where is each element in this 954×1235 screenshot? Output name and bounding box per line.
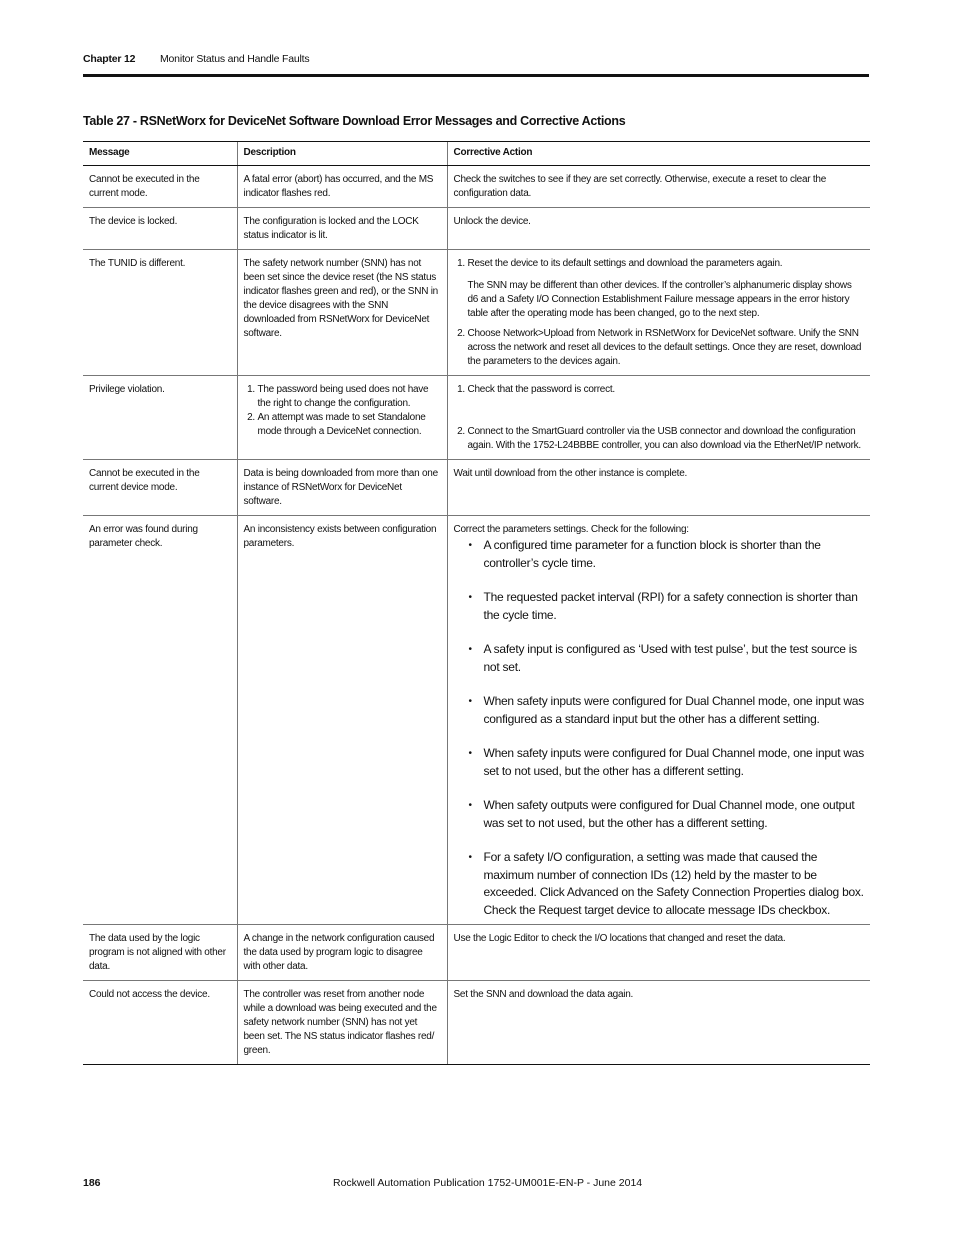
description-cell: The safety network number (SNN) has not been set since the device reset (the NS status indicator flashes green and red), or the SNN in the device disagrees with the SNN downloaded from RSNetWorx for DeviceNet software. [237,250,447,376]
action-cell: Set the SNN and download the data again. [447,981,870,1065]
action-step: 1. Check that the password is correct. [468,383,865,397]
table-row [83,981,870,1065]
bullet-icon: • [468,748,472,759]
check-item: • For a safety I/O configuration, a setting was made that caused the maximum number of connection IDs (12) held by the master to be exceeded. Click Advanced on the Safety Connection Properties dialog box. Check the Request target device to allocate message IDs checkbox. [468,850,864,917]
description-step: 2. An attempt was made to set Standalone mode through a DeviceNet connection. [258,411,441,439]
publication-footer: Rockwell Automation Publication 1752-UM001E-EN-P - June 2014 [333,1177,643,1189]
bullet-icon: • [468,852,472,863]
check-item: • When safety inputs were configured for Dual Channel mode, one input was configured as a standard input but the other has a different setting. [468,694,864,726]
action-cell: Use the Logic Editor to check the I/O locations that changed and reset the data. [447,925,870,981]
description-cell: An inconsistency exists between configuration parameters. [237,516,447,925]
action-cell: Check the switches to see if they are set correctly. Otherwise, execute a reset to clear the configuration data. [447,166,870,208]
check-item: • When safety inputs were configured for Dual Channel mode, one input was set to not used, but the other has a different setting. [468,746,864,778]
action-cell [447,250,870,376]
running-header [83,53,309,65]
bullet-icon: • [468,644,472,655]
header-rule [83,74,869,77]
table-row [83,925,870,981]
table-row [83,166,870,208]
bullet-icon: • [468,800,472,811]
table-row [83,250,870,376]
column-header-corrective-action: Corrective Action [447,142,870,166]
description-cell: A change in the network configuration caused the data used by program logic to disagree with other data. [237,925,447,981]
action-note: The SNN may be different than other devices. If the controller’s alphanumeric display shows d6 and a Safety I/O Connection Establishment Failure message appears in the error history table after the operating mode has been changed, go to the next step. [467,280,852,319]
description-cell: Data is being downloaded from more than one instance of RSNetWorx for DeviceNet software. [237,460,447,516]
check-item: • A safety input is configured as ‘Used with test pulse’, but the test source is not set. [468,642,857,674]
check-item: • The requested packet interval (RPI) for a safety connection is shorter than the cycle time. [468,590,858,622]
message-cell: The TUNID is different. [83,250,237,376]
table-title: Table 27 - RSNetWorx for DeviceNet Software Download Error Messages and Corrective Actions [83,114,626,128]
table-row [83,460,870,516]
message-cell: An error was found during parameter check. [83,516,237,925]
bullet-icon: • [468,592,472,603]
column-header-description: Description [237,142,447,166]
description-step: 1. The password being used does not have the right to change the configuration. [258,383,441,411]
message-cell: Could not access the device. [83,981,237,1065]
check-item: • A configured time parameter for a function block is shorter than the controller’s cycle time. [468,538,821,570]
check-list [454,537,865,919]
section-title: Monitor Status and Handle Faults [160,53,310,65]
table-row [83,516,870,925]
table-row [83,208,870,250]
error-messages-table [83,141,870,1065]
table-row [83,376,870,460]
message-cell: Privilege violation. [83,376,237,460]
action-cell: Unlock the device. [447,208,870,250]
bullet-icon: • [468,696,472,707]
action-step: 2. Connect to the SmartGuard controller via the USB connector and download the configuration again. With the 1752-L24BBBE controller, you can also download via the EtherNet/IP network. [468,425,865,453]
action-cell [447,516,870,925]
action-cell: Wait until download from the other instance is complete. [447,460,870,516]
description-cell: The configuration is locked and the LOCK status indicator is lit. [237,208,447,250]
column-header-message: Message [83,142,237,166]
description-cell: A fatal error (abort) has occurred, and the MS indicator flashes red. [237,166,447,208]
chapter-label: Chapter 12 [83,53,136,65]
message-cell: The device is locked. [83,208,237,250]
table-header-row [83,142,870,166]
description-cell: The controller was reset from another node while a download was being executed and the safety network number (SNN) has not yet been set. The NS status indicator flashes red/ green. [237,981,447,1065]
page-number: 186 [83,1177,101,1189]
message-cell: The data used by the logic program is not aligned with other data. [83,925,237,981]
description-cell [237,376,447,460]
check-item: • When safety outputs were configured for Dual Channel mode, one output was set to not used, but the other has a different setting. [468,798,855,830]
bullet-icon: • [468,540,472,551]
action-step: 2. Choose Network>Upload from Network in RSNetWorx for DeviceNet software. Unify the SNN across the network and reset all devices to the default settings. Once they are reset, download the parameters to the devices again. [468,327,865,369]
message-cell: Cannot be executed in the current device mode. [83,460,237,516]
action-cell [447,376,870,460]
action-intro: Correct the parameters settings. Check for the following: [453,524,689,535]
action-step: 1. Reset the device to its default settings and download the parameters again. [468,257,865,271]
message-cell: Cannot be executed in the current mode. [83,166,237,208]
